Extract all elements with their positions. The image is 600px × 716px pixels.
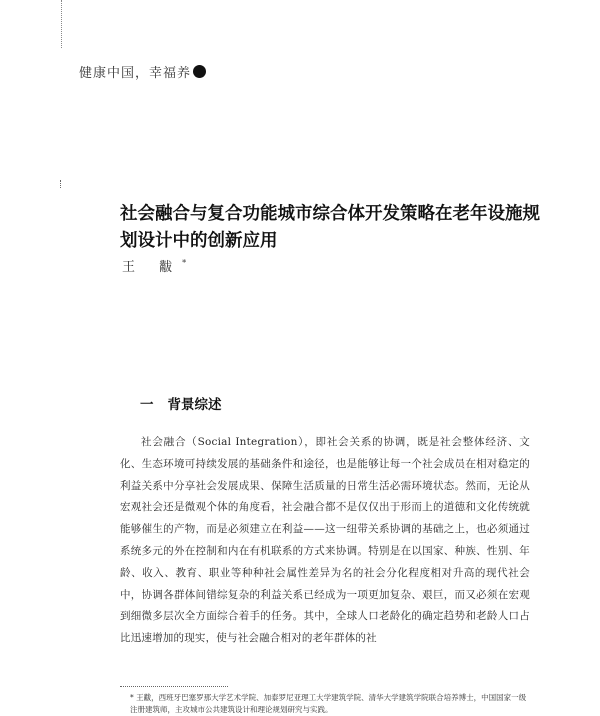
- running-header-text: 健康中国，幸福养: [79, 66, 192, 81]
- filled-circle-icon: [193, 65, 206, 78]
- author-line: [122, 256, 186, 275]
- section-heading: [140, 393, 222, 413]
- article-title: 社会融合与复合功能城市综合体开发策略在老年设施规划设计中的创新应用: [120, 204, 540, 251]
- footnote-divider: [120, 686, 228, 687]
- section-number: 一: [140, 397, 154, 413]
- body-text: [120, 432, 530, 650]
- margin-dot-mark: [60, 180, 63, 188]
- running-header: [79, 62, 206, 81]
- author-name: 王 黻: [122, 260, 183, 275]
- author-footnote-mark: *: [182, 258, 187, 268]
- body-paragraph: 社会融合（Social Integration），即社会关系的协调，既是社会整体经济、文化、生态环境可持续发展的基础条件和途径，也是能够让每一个社会成员在相对稳定的利益关系中分享社会发展成果、保障生活质量的日常生活必需环境状态。然而，无论从宏观社会还是微观个体的角度看，社会融合都不是仅仅出于形而上的道德和文化传统就能够催生的产物，而是必须建立在利益——这一纽带关系协调的基础之上，也必须通过系统多元的外在控制和内在有机联系的方式来协调。特别是在以国家、种族、性别、年龄、收入、教育、职业等种种社会属性差异为名的社会分化程度相对升高的现代社会中，协调各群体间错综复杂的利益关系已经成为一项更加复杂、艰巨，而又必须在宏观到细微多层次全方面综合着手的任务。其中，全球人口老龄化的确定趋势和老龄人口占比迅速增加的现实，使与社会融合相对的老年群体的社: [120, 436, 530, 645]
- footnote: * 王黻，西班牙巴塞罗那大学艺术学院、加泰罗尼亚理工大学建筑学院、清华大学建筑学院联合培养博士，中国国家一级注册建筑师，主攻城市公共建筑设计和理论规划研究与实践。: [130, 693, 527, 714]
- section-title: 背景综述: [167, 397, 222, 413]
- margin-dotted-line: [61, 0, 62, 48]
